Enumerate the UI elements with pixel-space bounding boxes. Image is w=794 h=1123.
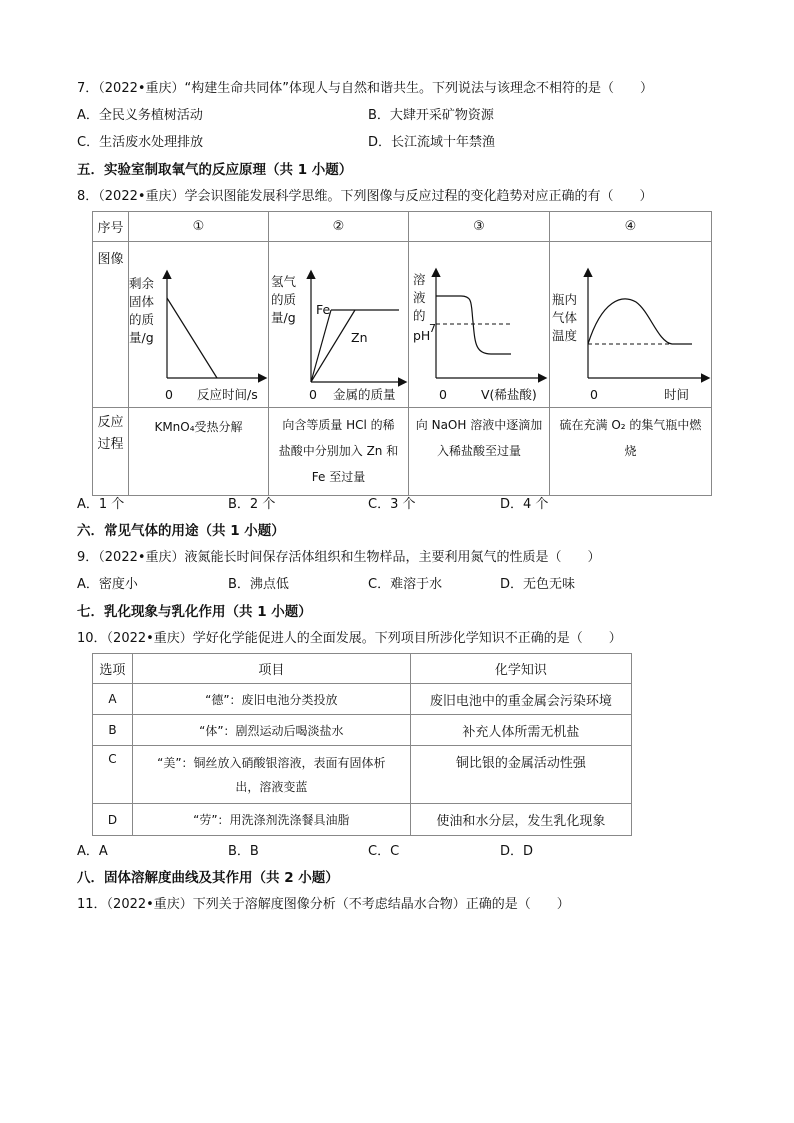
q8-process-3-line-1: 向 NaOH 溶液中逐滴加 [415, 418, 543, 432]
q8-option-d: D．4 个 [500, 497, 549, 512]
q10-row-a-knowledge: 废旧电池中的重金属会污染环境 [410, 684, 631, 715]
q10-row-d-knowledge: 使油和水分层，发生乳化现象 [410, 804, 631, 836]
graph-1-ylabel-3: 的质 [129, 312, 155, 327]
q8-option-b: B．2 个 [228, 497, 276, 512]
q8-process-2-line-3: Fe 至过量 [311, 470, 366, 484]
q10-row-c-item [132, 746, 410, 804]
graph-3-ph7-label: 7 [429, 322, 436, 335]
graph-3-ylabel-3: 的 [413, 308, 426, 323]
graph-3-xlabel: V(稀盐酸) [481, 387, 537, 402]
q10-row-c-item-line-2: 出，溶液变蓝 [235, 779, 308, 794]
q8-table [92, 211, 712, 496]
q8-process-1-line-1: KMnO₄受热分解 [154, 420, 243, 434]
q10-row-d-option: D [93, 804, 133, 836]
graph-4-ylabel-3: 温度 [552, 328, 578, 343]
q8-stem: 8．（2022•重庆）学会识图能发展科学思维。下列图像与反应过程的变化趋势对应正确的有（ ） [77, 189, 653, 204]
q7-option-d: D．长江流域十年禁渔 [368, 135, 496, 150]
q8-process-2-line-1: 向含等质量 HCl 的稀 [282, 418, 395, 432]
q8-graph-1-cell [129, 242, 269, 408]
q8-header-process [93, 408, 129, 496]
q7-option-c: C．生活废水处理排放 [77, 135, 204, 150]
q8-process-4 [550, 408, 712, 496]
graph-4-xlabel: 时间 [664, 387, 690, 402]
graph-1-ylabel-1: 剩余 [129, 276, 155, 291]
graph-3-ylabel-4: pH [413, 328, 431, 343]
q8-graph-2-cell [269, 242, 409, 408]
q9-option-d: D．无色无味 [500, 577, 576, 592]
q10-row-d-item: “劳”：用洗涤剂洗涤餐具油脂 [132, 804, 410, 836]
graph-2-ylabel-3: 量/g [271, 310, 296, 325]
graph-1-xlabel: 反应时间/s [197, 387, 258, 402]
q10-row-a-option: A [93, 684, 133, 715]
graph-3-origin: 0 [439, 387, 447, 402]
graph-2-fe-label: Fe [316, 302, 331, 317]
q10-row-b-knowledge: 补充人体所需无机盐 [410, 715, 631, 746]
q10-header-knowledge: 化学知识 [410, 654, 631, 684]
graph-2-zn-label: Zn [351, 330, 368, 345]
q10-option-d: D．D [500, 844, 534, 859]
graph-2-ylabel-2: 的质 [271, 292, 297, 307]
q8-graph-3-cell [409, 242, 550, 408]
q8-col-4: ④ [550, 212, 712, 242]
q10-row-a-item: “德”：废旧电池分类投放 [132, 684, 410, 715]
q10-row-b-option: B [93, 715, 133, 746]
section-8-heading: 八．固体溶解度曲线及其作用（共 2 小题） [77, 870, 339, 886]
graph-4 [550, 242, 711, 403]
graph-3-ylabel-2: 液 [413, 290, 426, 305]
q7-option-b: B．大肆开采矿物资源 [368, 108, 494, 123]
q11-stem: 11．（2022•重庆）下列关于溶解度图像分析（不考虑结晶水合物）正确的是（ ） [77, 897, 570, 912]
graph-3 [409, 242, 549, 403]
graph-1-ylabel-2: 固体 [129, 294, 155, 309]
q8-process-2 [269, 408, 409, 496]
q10-row-a [93, 684, 632, 715]
q8-process-4-line-2: 烧 [624, 444, 637, 458]
q8-header-image: 图像 [93, 242, 129, 408]
q7-option-a: A．全民义务植树活动 [77, 108, 203, 123]
graph-3-ylabel-1: 溶 [413, 272, 426, 287]
q8-process-1 [129, 408, 269, 496]
q8-header-process-text: 反应过程 [97, 415, 124, 452]
q10-option-c: C．C [368, 844, 400, 859]
q10-table [92, 653, 632, 836]
q8-col-3: ③ [409, 212, 550, 242]
q9-option-c: C．难溶于水 [368, 577, 443, 592]
q8-col-2: ② [269, 212, 409, 242]
graph-4-ylabel-1: 瓶内 [552, 292, 578, 307]
q10-header-item: 项目 [132, 654, 410, 684]
q10-option-a: A．A [77, 844, 108, 859]
q8-process-2-line-2: 盐酸中分别加入 Zn 和 [278, 444, 399, 458]
q10-header-option: 选项 [93, 654, 133, 684]
q10-row-b-item: “体”：剧烈运动后喝淡盐水 [132, 715, 410, 746]
q8-process-3-line-2: 入稀盐酸至过量 [436, 444, 521, 458]
q9-option-a: A．密度小 [77, 577, 138, 592]
graph-1 [129, 242, 268, 403]
q8-header-no: 序号 [93, 212, 129, 242]
graph-2-ylabel-1: 氢气 [271, 274, 297, 289]
graph-4-origin: 0 [590, 387, 598, 402]
graph-2-xlabel: 金属的质量 [333, 387, 396, 402]
q9-option-b: B．沸点低 [228, 577, 289, 592]
q8-process-4-line-1: 硫在充满 O₂ 的集气瓶中燃 [559, 418, 702, 432]
q10-row-c-knowledge: 铜比银的金属活动性强 [410, 746, 631, 804]
q8-process-3 [409, 408, 550, 496]
q10-row-b [93, 715, 632, 746]
q8-option-c: C．3 个 [368, 497, 416, 512]
q8-option-a: A．1 个 [77, 497, 125, 512]
q10-row-c-option: C [93, 746, 133, 804]
q9-stem: 9．（2022•重庆）液氮能长时间保存活体组织和生物样品，主要利用氮气的性质是（ ） [77, 550, 601, 565]
section-5-heading: 五．实验室制取氧气的反应原理（共 1 小题） [77, 162, 353, 178]
graph-1-ylabel-4: 量/g [129, 330, 154, 345]
graph-2 [269, 242, 408, 403]
q7-stem: 7．（2022•重庆）“构建生命共同体”体现人与自然和谐共生。下列说法与该理念不相符的是（ ） [77, 81, 653, 96]
graph-2-origin: 0 [309, 387, 317, 402]
graph-4-ylabel-2: 气体 [552, 310, 578, 325]
q10-row-c-item-line-1: “美”：铜丝放入硝酸银溶液，表面有固体析 [157, 755, 386, 770]
q10-stem: 10．（2022•重庆）学好化学能促进人的全面发展。下列项目所涉化学知识不正确的是（ ） [77, 631, 622, 646]
q10-row-d [93, 804, 632, 836]
q8-graph-4-cell [550, 242, 712, 408]
q10-option-b: B．B [228, 844, 259, 859]
section-7-heading: 七．乳化现象与乳化作用（共 1 小题） [77, 604, 312, 620]
graph-1-origin: 0 [165, 387, 173, 402]
q8-col-1: ① [129, 212, 269, 242]
section-6-heading: 六．常见气体的用途（共 1 小题） [77, 523, 285, 539]
q10-row-c [93, 746, 632, 804]
